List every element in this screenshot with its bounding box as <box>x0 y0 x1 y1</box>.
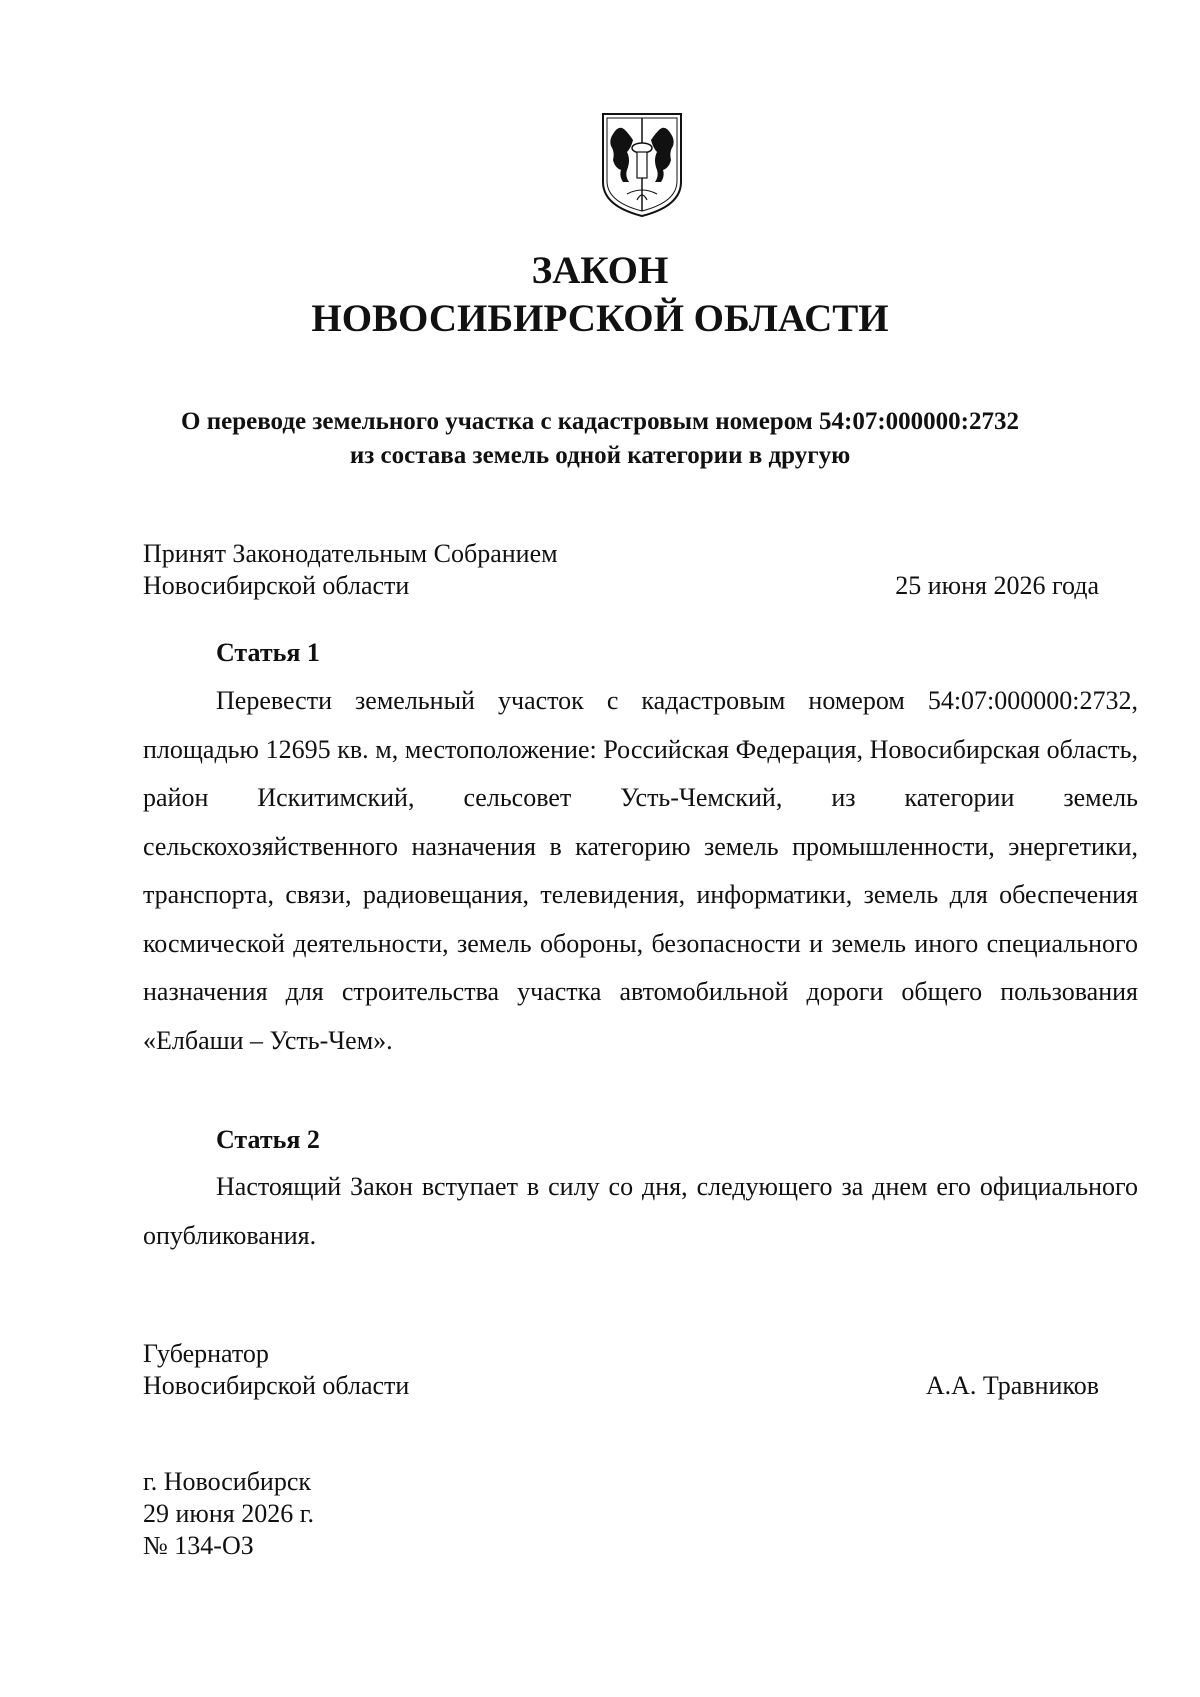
article-1-heading: Статья 1 <box>216 638 320 667</box>
adoption-date: 25 июня 2026 года <box>895 571 1099 600</box>
signing-date: 29 июня 2026 г. <box>143 1499 314 1528</box>
law-subject-line1: О переводе земельного участка с кадастровым номером 54:07:000000:2732 <box>181 408 1019 435</box>
signatory-position-line1: Губернатор <box>143 1339 269 1368</box>
signatory-name: А.А. Травников <box>925 1371 1099 1400</box>
law-subject-line2: из состава земель одной категории в другую <box>349 442 851 469</box>
adoption-body-line2: Новосибирской области <box>143 571 410 600</box>
article-2-text: Настоящий Закон вступает в силу со дня, следующего за днем его официального опубликования. <box>143 1172 1138 1250</box>
article-1-text: Перевести земельный участок с кадастровым номером 54:07:000000:2732, площадью 12695 кв. м, местоположение: Российская Федерация, Новосибирская область, район Искитимский, сельсовет Усть-Чемский, из категории земель сельскохозяйственного назначения в категорию земель промышленности, энергетики, транспорта, связи, радиовещания, телевидения, информатики, земель для обеспечения космической деятельности, земель обороны, безопасности и земель иного специального назначения для строительства участка автомобильной дороги общего пользования «Елбаши – Усть-Чем». <box>143 686 1138 1055</box>
signatory-position-line2: Новосибирской области <box>143 1371 410 1400</box>
document-title-line2: НОВОСИБИРСКОЙ ОБЛАСТИ <box>311 297 889 340</box>
article-2-heading: Статья 2 <box>216 1125 320 1154</box>
law-number: № 134-ОЗ <box>143 1531 254 1560</box>
adoption-body-line1: Принят Законодательным Собранием <box>143 539 558 568</box>
coat-of-arms-icon <box>597 110 687 220</box>
signing-place: г. Новосибирск <box>143 1467 312 1496</box>
document-title-line1: ЗАКОН <box>531 249 669 292</box>
